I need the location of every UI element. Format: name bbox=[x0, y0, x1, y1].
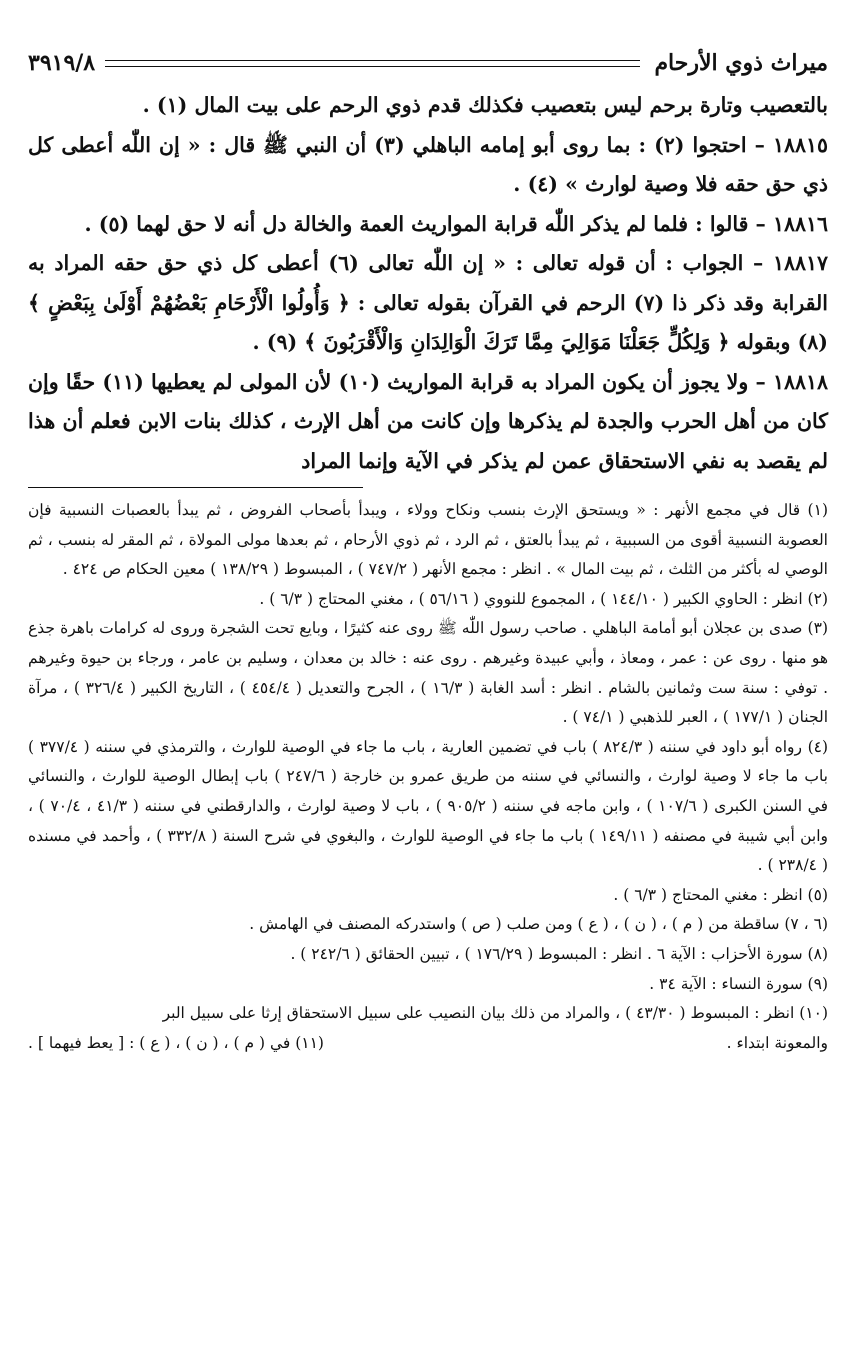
footnote-continuation: والمعونة ابتداء . bbox=[726, 1033, 828, 1052]
page bbox=[28, 30, 828, 1058]
footnote: (١٠) انظر : المبسوط ( ٤٣/٣٠ ) ، والمراد من ذلك بيان النصيب على سبيل الاستحقاق إرثا على سبيل البر bbox=[162, 1004, 828, 1023]
page-number: ٣٩١٩/٨ bbox=[28, 50, 96, 76]
footnote-separator-wrap bbox=[28, 481, 828, 496]
main-paragraph: ١٨٨١٨ – ولا يجوز أن يكون المراد به قرابة المواريث (١٠) لأن المولى لم يعطيها (١١) حقًا وإن كان من أهل الحرب والجدة لم يذكرها وإن كانت من أهل الإرث ، كذلك بنات الابن فعلم أن هذا لم يقصد به نفي الاستحقاق عمن لم يذكر في الآية وإنما المراد bbox=[28, 369, 828, 473]
footnote-last-row bbox=[28, 1029, 828, 1059]
footnote: (٣) صدى بن عجلان أبو أمامة الباهلي . صاحب رسول اللّٰه ﷺ روى عنه كثيرًا ، وبايع تحت الشجرة وروى له كرامات باهرة جذع هو منها . روى عن : عمر ، ومعاذ ، وأبي عبيدة وغيرهم . روى عنه : خالد بن معدان ، وسليم بن عامر ، ورجاء بن حيوة وغيرهم . توفي : سنة ست وثمانين بالشام . انظر : أسد الغابة ( ١٦/٣ ) ، الجرح والتعديل ( ٤٥٤/٤ ) ، التاريخ الكبير ( ٣٢٦/٤ ) ، مرآة الجنان ( ١٧٧/١ ) ، العبر للذهبي ( ٧٤/١ ) . bbox=[28, 619, 829, 727]
header-rule bbox=[105, 60, 640, 67]
footnote: (٨) سورة الأحزاب : الآية ٦ . انظر : المبسوط ( ١٧٦/٢٩ ) ، تبيين الحقائق ( ٢٤٢/٦ ) . bbox=[290, 944, 828, 963]
footnote: (١١) في ( م ) ، ( ن ) ، ( ع ) : [ يعط فيهما ] . bbox=[28, 1033, 324, 1052]
footnote-separator bbox=[28, 487, 363, 488]
chapter-title: ميراث ذوي الأرحام bbox=[654, 50, 828, 76]
main-paragraph: ١٨٨١٥ – احتجوا (٢) : بما روى أبو إمامه الباهلي (٣) أن النبي ﷺ قال : « إن اللّٰه أعطى كل ذي حق حقه فلا وصية لوارث » (٤) . bbox=[28, 132, 828, 196]
footnotes bbox=[28, 496, 828, 1058]
main-paragraph: ١٨٨١٦ – قالوا : فلما لم يذكر اللّٰه قرابة المواريث العمة والخالة دل أنه لا حق لهما (٥) . bbox=[84, 211, 828, 236]
running-header bbox=[28, 30, 828, 76]
main-paragraph: ١٨٨١٧ – الجواب : أن قوله تعالى : « إن اللّٰه تعالى (٦) أعطى كل ذي حق حقه المراد به القرابة وقد ذكر ذا (٧) الرحم في القرآن بقوله تعالى : ﴿ وَأُولُوا الْأَرْحَامِ بَعْضُهُمْ أَوْلَىٰ بِبَعْضٍ ﴾ (٨) وبقوله ﴿ وَلِكُلٍّ جَعَلْنَا مَوَالِيَ مِمَّا تَرَكَ الْوَالِدَانِ وَالْأَقْرَبُونَ ﴾ (٩) . bbox=[28, 251, 828, 354]
main-text bbox=[28, 86, 828, 481]
footnote: (٦ ، ٧) ساقطة من ( م ) ، ( ن ) ، ( ع ) ومن صلب ( ص ) واستدركه المصنف في الهامش . bbox=[249, 915, 828, 934]
footnote: (٢) انظر : الحاوي الكبير ( ١٤٤/١٠ ) ، المجموع للنووي ( ٥٦/١٦ ) ، مغني المحتاج ( ٦/٣ ) . bbox=[259, 589, 828, 608]
footnote: (٤) رواه أبو داود في سننه ( ٨٢٤/٣ ) باب في تضمين العارية ، باب ما جاء في الوصية للوارث ، والترمذي في سننه ( ٣٧٧/٤ ) باب ما جاء لا وصية لوارث ، والنسائي في سننه من طريق عمرو بن خارجة ( ٢٤٧/٦ ) باب إبطال الوصية للوارث ، والنسائي في السنن الكبرى ( ١٠٧/٦ ) ، وابن ماجه في سننه ( ٩٠٥/٢ ) ، باب لا وصية لوارث ، والدارقطني في سننه ( ٤١/٣ ، ٧٠/٤ ) ، وابن أبي شيبة في مصنفه ( ١٤٩/١١ ) باب ما جاء في الوصية للوارث ، والبغوي في شرح السنة ( ٣٣٢/٨ ) ، وأحمد في مسنده ( ٢٣٨/٤ ) . bbox=[28, 737, 829, 875]
main-paragraph: بالتعصيب وتارة برحم ليس بتعصيب فكذلك قدم ذوي الرحم على بيت المال (١) . bbox=[142, 93, 828, 117]
footnote: (٥) انظر : مغني المحتاج ( ٦/٣ ) . bbox=[613, 885, 828, 904]
footnote: (١) قال في مجمع الأنهر : « ويستحق الإرث بنسب ونكاح وولاء ، ويبدأ بأصحاب الفروض ، ثم يبدأ بالعصبات النسبية فإن العصوبة النسبية أقوى من السببية ، ثم يبدأ بالعتق ، ثم الرد ، ثم ذوي الأرحام ، ثم بعدها مولى المولاة ، ثم المقر له بنسب ، ثم الوصي له بأكثر من الثلث ، ثم بيت المال » . انظر : مجمع الأنهر ( ٧٤٧/٢ ) ، المبسوط ( ١٣٨/٢٩ ) معين الحكام ص ٤٢٤ . bbox=[28, 501, 828, 579]
footnote: (٩) سورة النساء : الآية ٣٤ . bbox=[649, 974, 828, 993]
